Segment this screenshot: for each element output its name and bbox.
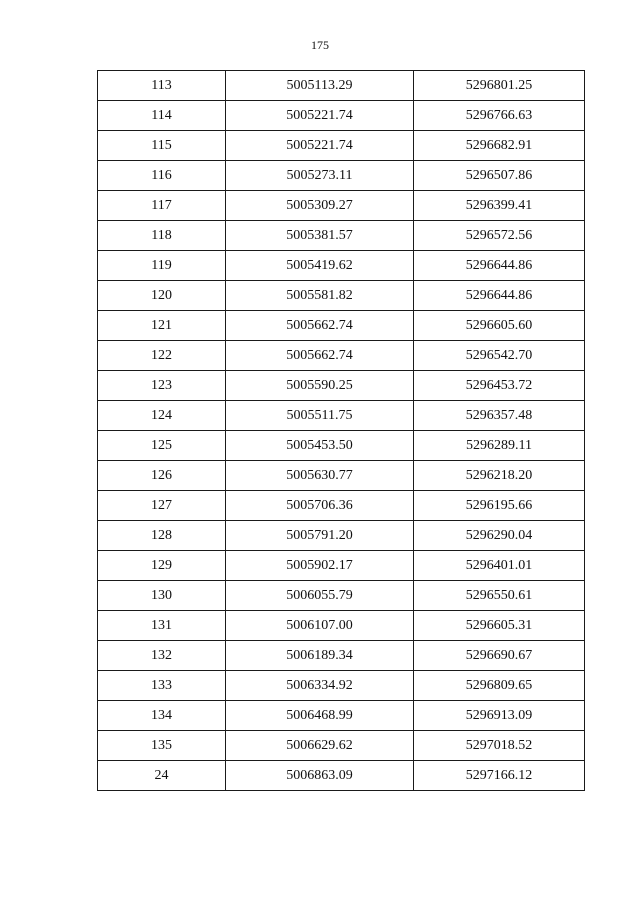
point-number-cell: 115 [98,131,226,161]
point-number-cell: 122 [98,341,226,371]
table-row [98,341,585,371]
point-number-cell: 132 [98,641,226,671]
x-coordinate-cell: 5005662.74 [226,341,414,371]
table-row [98,641,585,671]
point-number-cell: 134 [98,701,226,731]
y-coordinate-cell: 5296644.86 [414,281,585,311]
table-row [98,491,585,521]
table-row [98,581,585,611]
y-coordinate-cell: 5296401.01 [414,551,585,581]
table-row [98,131,585,161]
table-row [98,431,585,461]
x-coordinate-cell: 5005419.62 [226,251,414,281]
y-coordinate-cell: 5296507.86 [414,161,585,191]
point-number-cell: 116 [98,161,226,191]
coordinate-table-body [98,71,585,791]
point-number-cell: 124 [98,401,226,431]
point-number-cell: 117 [98,191,226,221]
y-coordinate-cell: 5296572.56 [414,221,585,251]
x-coordinate-cell: 5006863.09 [226,761,414,791]
x-coordinate-cell: 5005902.17 [226,551,414,581]
x-coordinate-cell: 5005511.75 [226,401,414,431]
x-coordinate-cell: 5005662.74 [226,311,414,341]
y-coordinate-cell: 5296357.48 [414,401,585,431]
point-number-cell: 24 [98,761,226,791]
y-coordinate-cell: 5296605.31 [414,611,585,641]
y-coordinate-cell: 5296195.66 [414,491,585,521]
table-row [98,701,585,731]
point-number-cell: 130 [98,581,226,611]
table-row [98,191,585,221]
x-coordinate-cell: 5006468.99 [226,701,414,731]
point-number-cell: 123 [98,371,226,401]
y-coordinate-cell: 5296399.41 [414,191,585,221]
y-coordinate-cell: 5296690.67 [414,641,585,671]
table-row [98,761,585,791]
x-coordinate-cell: 5005453.50 [226,431,414,461]
y-coordinate-cell: 5296644.86 [414,251,585,281]
table-row [98,671,585,701]
x-coordinate-cell: 5006334.92 [226,671,414,701]
x-coordinate-cell: 5005630.77 [226,461,414,491]
point-number-cell: 133 [98,671,226,701]
y-coordinate-cell: 5296801.25 [414,71,585,101]
x-coordinate-cell: 5005221.74 [226,131,414,161]
table-row [98,221,585,251]
point-number-cell: 125 [98,431,226,461]
point-number-cell: 127 [98,491,226,521]
y-coordinate-cell: 5296542.70 [414,341,585,371]
point-number-cell: 114 [98,101,226,131]
x-coordinate-cell: 5005590.25 [226,371,414,401]
y-coordinate-cell: 5296913.09 [414,701,585,731]
x-coordinate-cell: 5005221.74 [226,101,414,131]
page-number: 175 [311,38,329,52]
x-coordinate-cell: 5005706.36 [226,491,414,521]
x-coordinate-cell: 5005309.27 [226,191,414,221]
x-coordinate-cell: 5005381.57 [226,221,414,251]
x-coordinate-cell: 5005113.29 [226,71,414,101]
point-number-cell: 118 [98,221,226,251]
x-coordinate-cell: 5006629.62 [226,731,414,761]
x-coordinate-cell: 5005273.11 [226,161,414,191]
y-coordinate-cell: 5297166.12 [414,761,585,791]
x-coordinate-cell: 5006055.79 [226,581,414,611]
x-coordinate-cell: 5005791.20 [226,521,414,551]
table-row [98,461,585,491]
point-number-cell: 135 [98,731,226,761]
point-number-cell: 113 [98,71,226,101]
y-coordinate-cell: 5296809.65 [414,671,585,701]
y-coordinate-cell: 5296605.60 [414,311,585,341]
table-row [98,731,585,761]
table-row [98,251,585,281]
point-number-cell: 126 [98,461,226,491]
y-coordinate-cell: 5297018.52 [414,731,585,761]
point-number-cell: 131 [98,611,226,641]
table-row [98,371,585,401]
y-coordinate-cell: 5296682.91 [414,131,585,161]
table-row [98,281,585,311]
coordinate-table [97,70,585,791]
table-row [98,101,585,131]
x-coordinate-cell: 5005581.82 [226,281,414,311]
table-row [98,551,585,581]
y-coordinate-cell: 5296289.11 [414,431,585,461]
table-row [98,161,585,191]
point-number-cell: 128 [98,521,226,551]
y-coordinate-cell: 5296550.61 [414,581,585,611]
y-coordinate-cell: 5296453.72 [414,371,585,401]
point-number-cell: 121 [98,311,226,341]
table-row [98,611,585,641]
point-number-cell: 129 [98,551,226,581]
x-coordinate-cell: 5006189.34 [226,641,414,671]
table-row [98,71,585,101]
x-coordinate-cell: 5006107.00 [226,611,414,641]
table-row [98,311,585,341]
point-number-cell: 120 [98,281,226,311]
y-coordinate-cell: 5296766.63 [414,101,585,131]
table-row [98,401,585,431]
y-coordinate-cell: 5296218.20 [414,461,585,491]
table-row [98,521,585,551]
point-number-cell: 119 [98,251,226,281]
y-coordinate-cell: 5296290.04 [414,521,585,551]
